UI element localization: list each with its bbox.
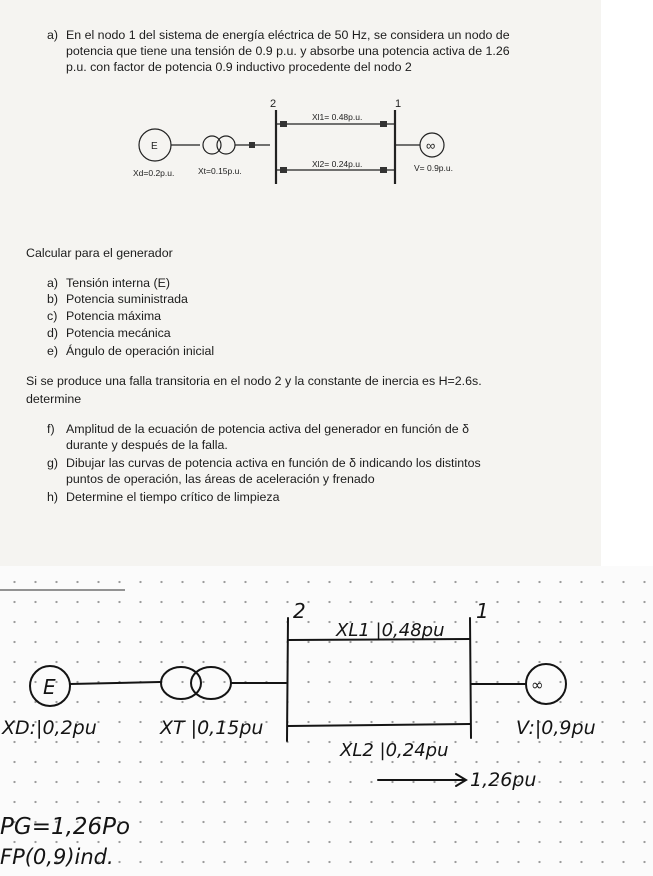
part-a-line-3: p.u. con factor de potencia 0.9 inductivo procedente del nodo 2	[66, 60, 412, 74]
diagram-xd-label: Xd=0.2p.u.	[133, 168, 175, 178]
printed-circuit-diagram	[0, 0, 601, 200]
calc-c-marker: c)	[47, 309, 58, 323]
diagram-v-label: V= 0.9p.u.	[414, 163, 453, 173]
part-a-marker: a)	[47, 28, 59, 42]
calc-a-marker: a)	[47, 276, 59, 290]
part-a-line-1: En el nodo 1 del sistema de energía eléctrica de 50 Hz, se considera un nodo de	[66, 28, 510, 42]
fault-h-line-1: Determine el tiempo crítico de limpieza	[66, 490, 280, 504]
fault-line-2: determine	[26, 392, 82, 406]
note-fp: FP(0,9)ind.	[0, 845, 114, 869]
sketch-bus-2	[287, 618, 288, 741]
sketch-transformer-right	[191, 667, 231, 699]
calc-a-text: Tensión interna (E)	[66, 276, 170, 290]
diagram-node-2: 2	[270, 98, 277, 110]
calc-d-marker: d)	[47, 326, 59, 340]
part-a-line-2: potencia que tiene una tensión de 0.9 p.u. y absorbe una potencia activa de 1.26	[66, 44, 510, 58]
fault-g-line-2: puntos de operación, las áreas de aceleración y frenado	[66, 472, 375, 486]
note-infinite-symbol: ∞	[531, 676, 544, 694]
note-node-2: 2	[293, 599, 306, 623]
sketch-transformer-left	[161, 667, 201, 699]
diagram-xl2-label: Xl2= 0.24p.u.	[312, 159, 363, 169]
calc-e-marker: e)	[47, 344, 59, 358]
fault-f-line-1: Amplitud de la ecuación de potencia activa del generador en función de δ	[66, 422, 469, 436]
calc-c-text: Potencia máxima	[66, 309, 162, 323]
handwritten-notes	[0, 566, 653, 876]
transformer-coil-right	[217, 136, 235, 154]
diagram-node-1: 1	[395, 98, 402, 110]
note-generator-e: E	[43, 675, 56, 699]
photo-margin	[601, 0, 653, 566]
diagram-infinite-label: ∞	[426, 138, 436, 153]
note-xl2: XL2 |0,24pu	[340, 740, 449, 761]
note-xl1: XL1 |0,48pu	[336, 620, 445, 641]
note-v: V:|0,9pu	[516, 717, 596, 739]
sketch-bus-1	[470, 618, 471, 738]
transformer-coil-left	[203, 136, 221, 154]
calc-b-marker: b)	[47, 292, 59, 306]
note-xt: XT |0,15pu	[160, 717, 264, 739]
note-pg: PG=1,26Po	[0, 814, 131, 840]
calc-d-text: Potencia mecánica	[66, 326, 171, 340]
fault-f-line-2: durante y después de la falla.	[66, 438, 228, 452]
diagram-xt-label: Xt=0.15p.u.	[198, 166, 242, 176]
diagram-generator-label: E	[151, 141, 158, 152]
calc-intro: Calcular para el generador	[26, 246, 173, 260]
fault-f-marker: f)	[47, 422, 55, 436]
calc-b-text: Potencia suministrada	[66, 292, 188, 306]
diagram-xl1-label: Xl1= 0.48p.u.	[312, 112, 363, 122]
fault-h-marker: h)	[47, 490, 59, 504]
note-flow: 1,26pu	[470, 769, 537, 791]
handwritten-circuit-sketch	[0, 566, 653, 876]
calc-e-text: Ángulo de operación inicial	[66, 344, 215, 358]
fault-g-line-1: Dibujar las curvas de potencia activa en función de δ indicando los distintos	[66, 456, 481, 470]
sketch-line-2	[288, 724, 470, 726]
note-xd: XD:|0,2pu	[2, 717, 97, 739]
note-node-1: 1	[476, 599, 489, 623]
fault-line-1: Si se produce una falla transitoria en el nodo 2 y la constante de inercia es H=2.6s.	[26, 374, 482, 388]
fault-g-marker: g)	[47, 456, 59, 470]
